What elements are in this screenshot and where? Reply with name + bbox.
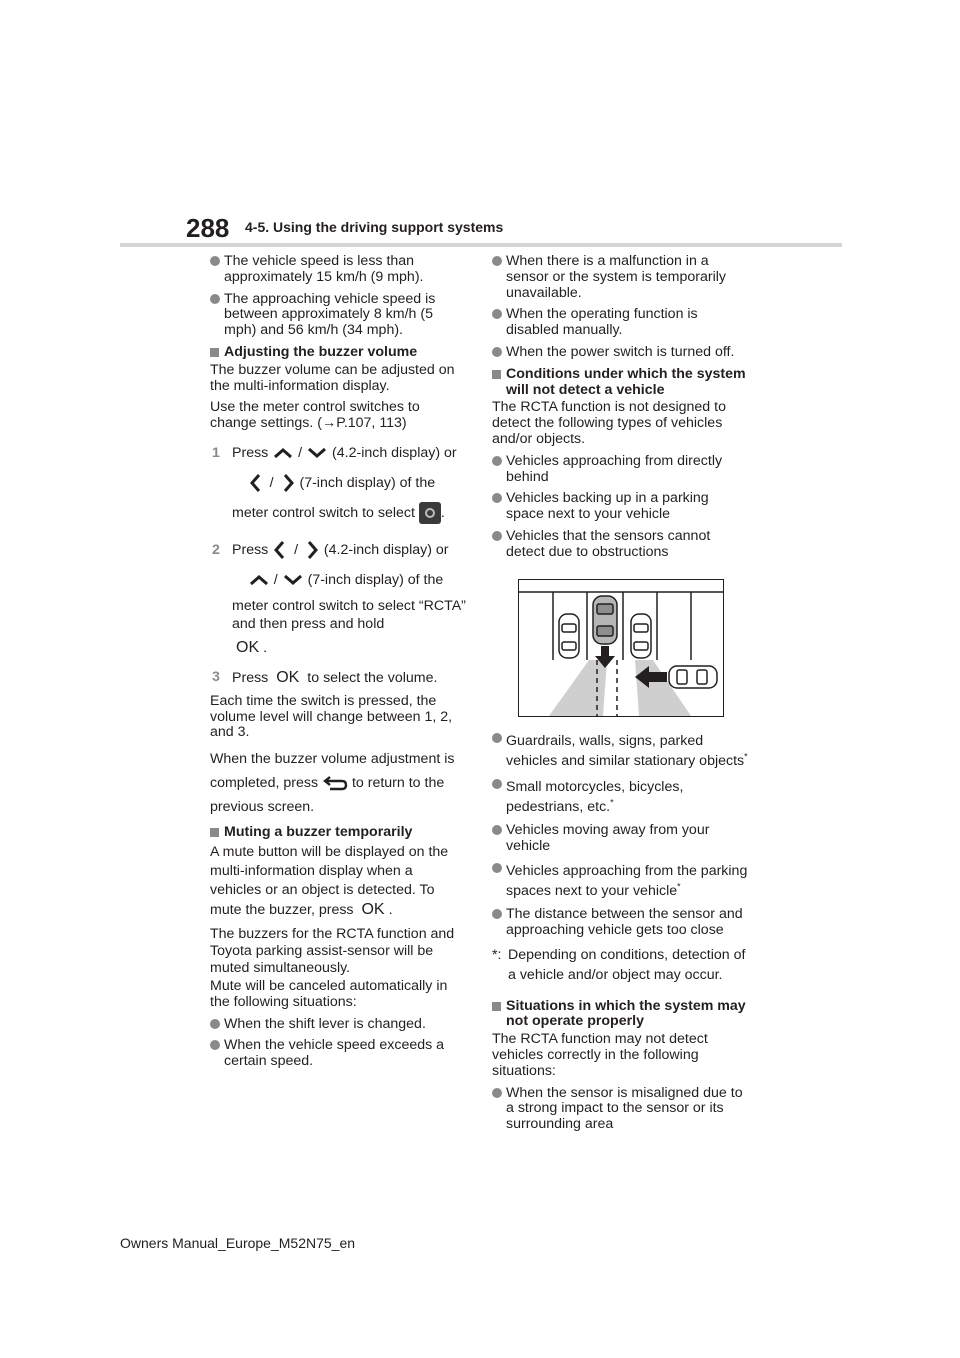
bullet-icon bbox=[210, 1019, 220, 1029]
step-1: 1 Press / (4.2-inch display) or / (7-inch display) of the meter control switch to select . bbox=[210, 438, 466, 528]
paragraph: Mute will be canceled automatically in the following situations: bbox=[210, 977, 448, 1010]
bullet-icon bbox=[492, 531, 502, 541]
paragraph: Use the meter control switches to change settings. (→P.107, 113) bbox=[210, 399, 420, 432]
ok-button-icon: OK bbox=[276, 668, 300, 686]
bullet-icon bbox=[210, 256, 220, 266]
chevron-right-icon bbox=[306, 539, 320, 561]
list-item: Small motorcycles, bicycles, pedestrians, etc.* bbox=[492, 777, 748, 817]
chevron-up-icon bbox=[248, 573, 270, 587]
right-column bbox=[492, 254, 748, 1139]
list-item: Vehicles backing up in a parking space next to your vehicle bbox=[492, 491, 748, 523]
heading-muting-buzzer: Muting a buzzer temporarily bbox=[210, 825, 466, 841]
list-item: Vehicles moving away from your vehicle bbox=[492, 823, 748, 855]
bullet-icon bbox=[492, 733, 502, 743]
bullet-icon bbox=[492, 256, 502, 266]
arrow-icon: → bbox=[322, 415, 337, 432]
bullet-icon bbox=[492, 863, 502, 873]
paragraph: Each time the switch is pressed, the volume level will change between 1, 2, and 3. bbox=[210, 692, 453, 741]
chevron-down-icon bbox=[282, 573, 304, 587]
footnote: *: Depending on conditions, detection of a vehicle and/or object may occur. bbox=[492, 946, 746, 983]
bullet-icon bbox=[210, 1040, 220, 1050]
bullet-icon bbox=[492, 456, 502, 466]
parking-detection-illustration bbox=[518, 579, 724, 717]
chevron-left-icon bbox=[272, 539, 286, 561]
own-vehicle bbox=[593, 596, 617, 644]
square-bullet-icon bbox=[210, 828, 219, 837]
chevron-left-icon bbox=[248, 472, 262, 494]
list-item: When the power switch is turned off. bbox=[492, 345, 748, 361]
parked-car-left bbox=[559, 614, 579, 658]
heading-not-operate: Situations in which the system may not operate properly bbox=[492, 999, 748, 1031]
paragraph: The buzzer volume can be adjusted on the multi-information display. bbox=[210, 361, 455, 394]
chevron-down-icon bbox=[306, 446, 328, 460]
heading-buzzer-volume: Adjusting the buzzer volume bbox=[210, 345, 466, 361]
bullet-icon bbox=[492, 347, 502, 357]
list-item: When the shift lever is changed. bbox=[210, 1017, 466, 1033]
chevron-right-icon bbox=[282, 472, 296, 494]
parked-car-right bbox=[631, 614, 651, 658]
paragraph: The buzzers for the RCTA function and Toyota parking assist-sensor will be muted simultaneously. bbox=[210, 925, 455, 976]
list-item: Vehicles that the sensors cannot detect due to obstructions bbox=[492, 529, 748, 561]
list-item: The vehicle speed is less than approximately 15 km/h (9 mph). bbox=[210, 254, 466, 286]
square-bullet-icon bbox=[492, 1002, 501, 1011]
approaching-car bbox=[669, 666, 717, 688]
chevron-up-icon bbox=[272, 446, 294, 460]
paragraph: When the buzzer volume adjustment is completed, press to return to the previous screen. bbox=[210, 751, 455, 816]
paragraph: The RCTA function is not designed to detect the following types of vehicles and/or objects. bbox=[492, 399, 726, 447]
step-3: 3 Press OK to select the volume. bbox=[212, 668, 438, 686]
ok-button-icon: OK bbox=[236, 638, 260, 656]
list-item: When the vehicle speed exceeds a certain speed. bbox=[210, 1038, 466, 1070]
square-bullet-icon bbox=[210, 348, 219, 357]
bullet-icon bbox=[492, 1088, 502, 1098]
list-item: When the sensor is misaligned due to a strong impact to the sensor or its surrounding area bbox=[492, 1086, 748, 1133]
list-item: When there is a malfunction in a sensor or the system is temporarily unavailable. bbox=[492, 254, 748, 301]
paragraph: The RCTA function may not detect vehicles correctly in the following situations: bbox=[492, 1031, 708, 1079]
settings-gear-icon bbox=[419, 502, 441, 524]
list-item: Vehicles approaching from directly behind bbox=[492, 454, 748, 486]
section-title: 4-5. Using the driving support systems bbox=[245, 219, 504, 235]
list-item: The approaching vehicle speed is between approximately 8 km/h (5 mph) and 56 km/h (34 mph). bbox=[210, 292, 466, 339]
list-item: Vehicles approaching from the parking spaces next to your vehicle* bbox=[492, 861, 748, 901]
left-column bbox=[210, 254, 466, 1076]
bullet-icon bbox=[210, 294, 220, 304]
paragraph: A mute button will be displayed on the multi-information display when a vehicles or an object is detected. To mute the buzzer, press OK . bbox=[210, 843, 449, 918]
list-item: Guardrails, walls, signs, parked vehicles and similar stationary objects* bbox=[492, 731, 748, 771]
square-bullet-icon bbox=[492, 370, 501, 379]
list-item: When the operating function is disabled manually. bbox=[492, 307, 748, 339]
bullet-icon bbox=[492, 493, 502, 503]
bullet-icon bbox=[492, 909, 502, 919]
step-2: 2 Press / (4.2-inch display) or / (7-inch display) of the meter control switch to select “RCTA” and then press and hold OK . bbox=[210, 535, 466, 663]
back-arrow-icon bbox=[322, 775, 348, 791]
bullet-icon bbox=[492, 779, 502, 789]
footer-text: Owners Manual_Europe_M52N75_en bbox=[120, 1235, 356, 1251]
list-item: The distance between the sensor and approaching vehicle gets too close bbox=[492, 907, 748, 939]
header-rule bbox=[120, 243, 842, 247]
bullet-icon bbox=[492, 309, 502, 319]
page-number: 288 bbox=[186, 213, 230, 243]
ok-button-icon: OK bbox=[361, 900, 385, 918]
heading-no-detection: Conditions under which the system will not detect a vehicle bbox=[492, 367, 748, 399]
bullet-icon bbox=[492, 825, 502, 835]
